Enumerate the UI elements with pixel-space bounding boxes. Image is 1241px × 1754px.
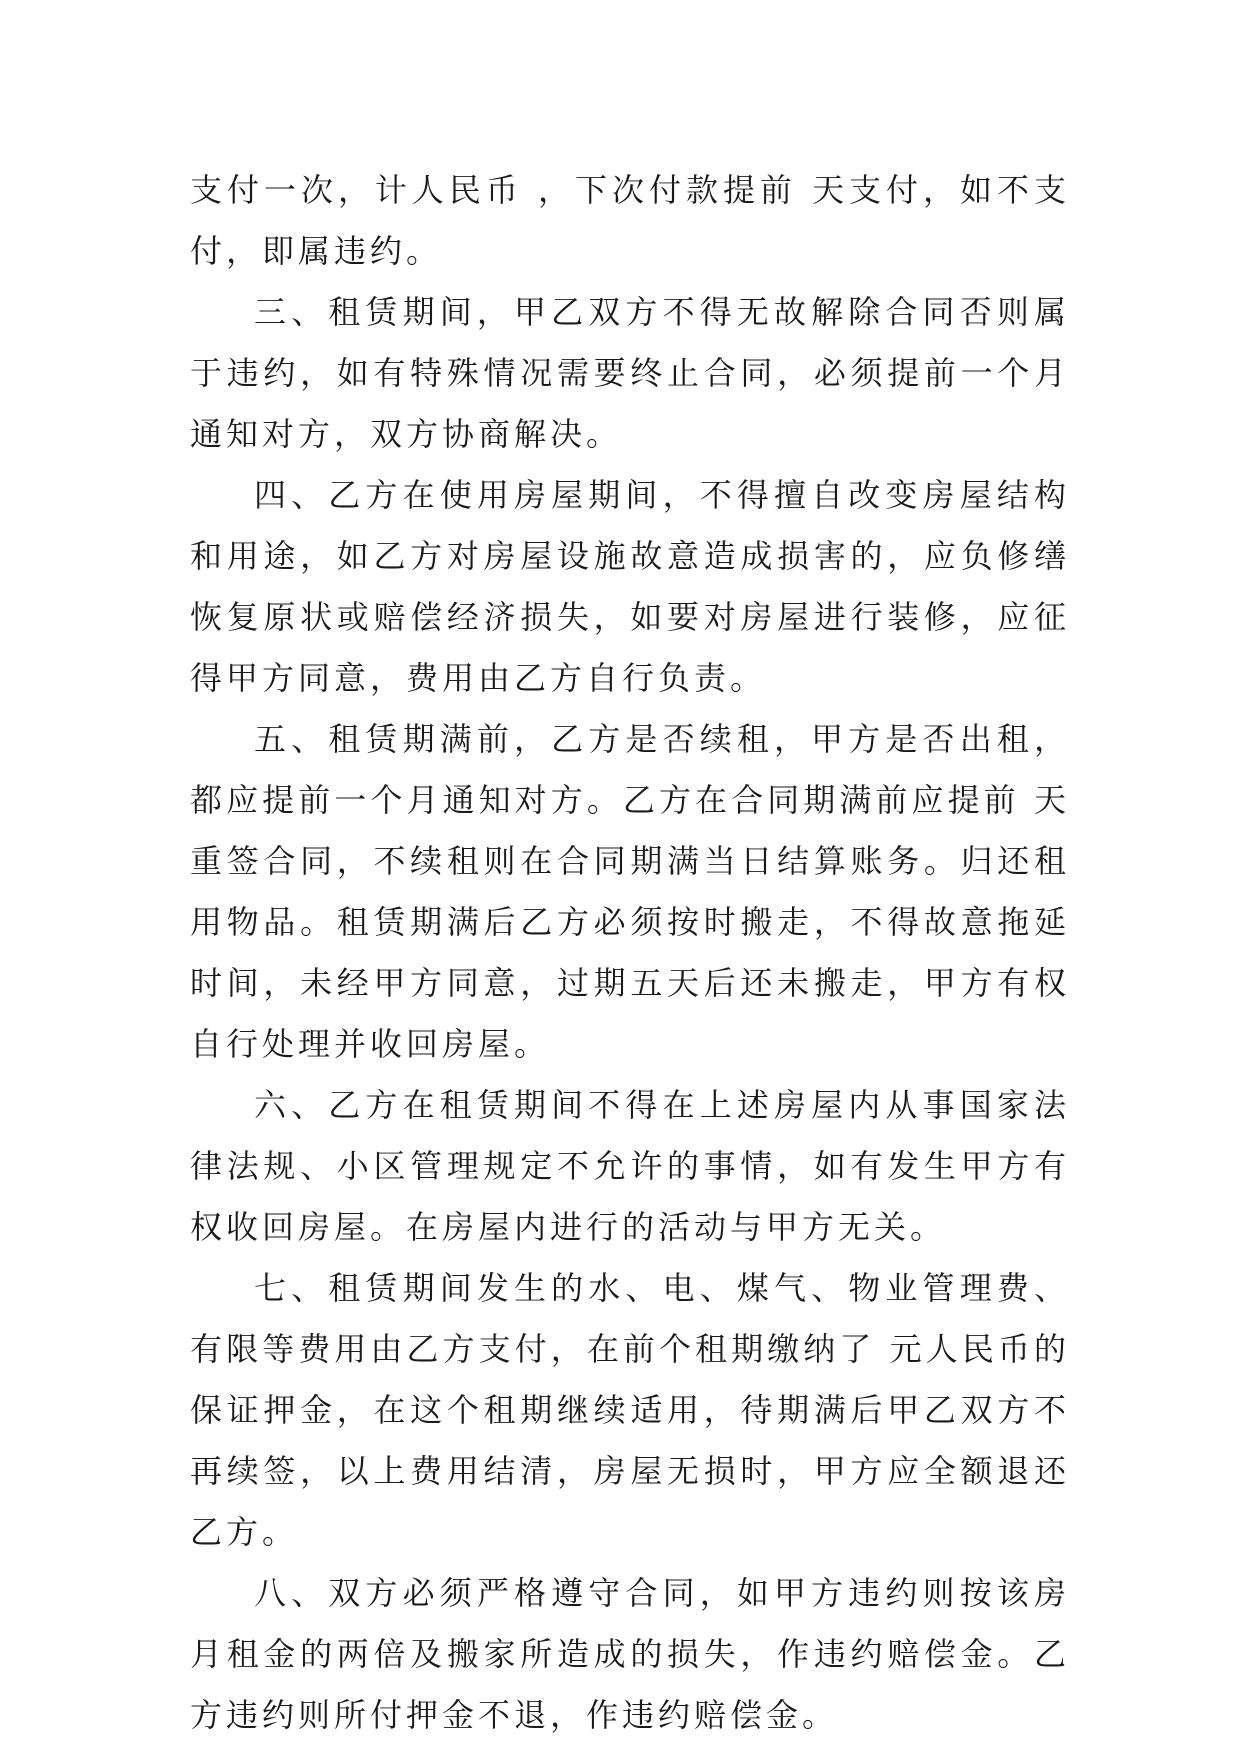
clause-4: 四、乙方在使用房屋期间，不得擅自改变房屋结构和用途，如乙方对房屋设施故意造成损害的，应负修缮恢复原状或赔偿经济损失，如要对房屋进行装修，应征得甲方同意，费用由乙方自行负责。: [190, 476, 1070, 697]
clause-3: 三、租赁期间，甲乙双方不得无故解除合同否则属于违约，如有特殊情况需要终止合同，必须提前一个月通知对方，双方协商解决。: [190, 293, 1070, 453]
clause-7: 七、租赁期间发生的水、电、煤气、物业管理费、有限等费用由乙方支付，在前个租期缴纳了 元人民币的保证押金，在这个租期继续适用，待期满后甲乙双方不再续签，以上费用结清，房屋无损时，甲方应全额退还乙方。: [190, 1269, 1070, 1551]
clause-5: 五、租赁期满前，乙方是否续租，甲方是否出租，都应提前一个月通知对方。乙方在合同期满前应提前 天重签合同，不续租则在合同期满当日结算账务。归还租用物品。租赁期满后乙方必须按时搬走，不得故意拖延时间，未经甲方同意，过期五天后还未搬走，甲方有权自行处理并收回房屋。: [190, 720, 1070, 1063]
clause-6: 六、乙方在租赁期间不得在上述房屋内从事国家法律法规、小区管理规定不允许的事情，如有发生甲方有权收回房屋。在房屋内进行的活动与甲方无关。: [190, 1086, 1070, 1246]
paragraph-continuation: 支付一次，计人民币 ，下次付款提前 天支付，如不支付，即属违约。: [190, 171, 1070, 270]
clause-8: 八、双方必须严格遵守合同，如甲方违约则按该房月租金的两倍及搬家所造成的损失，作违约赔偿金。乙方违约则所付押金不退，作违约赔偿金。: [190, 1574, 1070, 1734]
document-body: [190, 160, 1070, 1746]
